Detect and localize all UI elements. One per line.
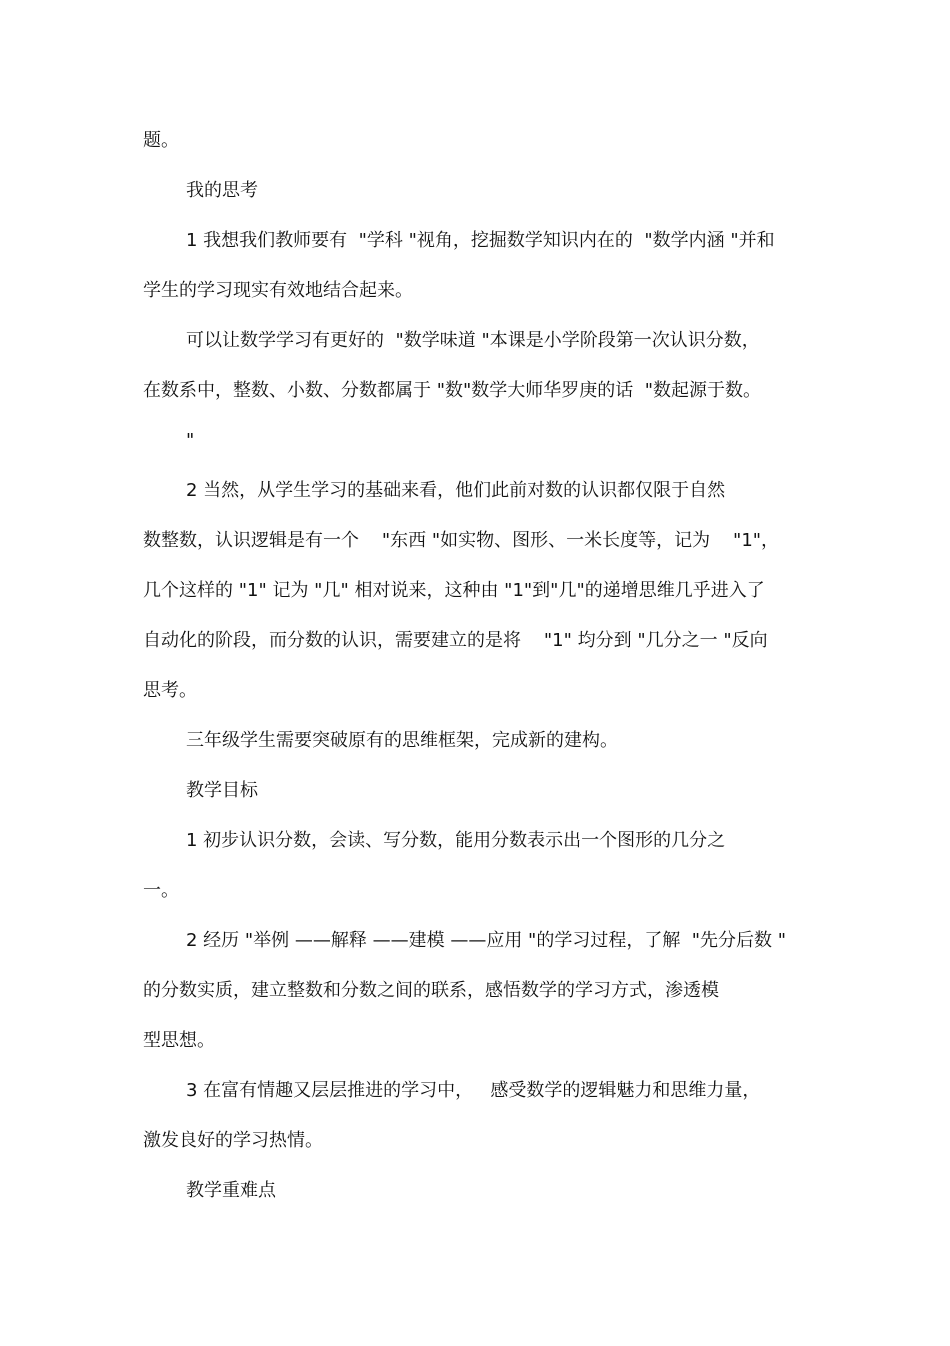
text-line: 思考。 xyxy=(143,680,197,701)
text-line: 1 我想我们教师要有 "学科 "视角，挖掘数学知识内在的 "数学内涵 "并和 xyxy=(186,230,775,251)
section-heading: 教学重难点 xyxy=(186,1180,276,1201)
text-line: 几个这样的 "1" 记为 "几" 相对说来，这种由 "1"到"几"的递增思维几乎进入了 xyxy=(143,580,765,601)
text-line: 3 在富有情趣又层层推进的学习中， 感受数学的逻辑魅力和思维力量， xyxy=(186,1080,761,1101)
section-heading: 教学目标 xyxy=(186,780,258,801)
text-line: 2 当然，从学生学习的基础来看，他们此前对数的认识都仅限于自然 xyxy=(186,480,726,501)
section-heading: 我的思考 xyxy=(186,180,258,201)
text-line: 可以让数学学习有更好的 "数学味道 "本课是小学阶段第一次认识分数， xyxy=(186,330,760,351)
text-line: 题。 xyxy=(143,130,179,151)
text-line: 在数系中，整数、小数、分数都属于 "数"数学大师华罗庚的话 "数起源于数。 xyxy=(143,380,761,401)
text-line: 学生的学习现实有效地结合起来。 xyxy=(143,280,413,301)
text-line: 型思想。 xyxy=(143,1030,215,1051)
text-line: " xyxy=(186,430,195,451)
text-line: 2 经历 "举例 ——解释 ——建模 ——应用 "的学习过程，了解 "先分后数 " xyxy=(186,930,787,951)
text-line: 自动化的阶段，而分数的认识，需要建立的是将 "1" 均分到 "几分之一 "反向 xyxy=(143,630,768,651)
text-line: 1 初步认识分数，会读、写分数，能用分数表示出一个图形的几分之 xyxy=(186,830,726,851)
text-line: 数整数，认识逻辑是有一个 "东西 "如实物、图形、一米长度等，记为 "1"， xyxy=(143,530,780,551)
text-line: 的分数实质，建立整数和分数之间的联系，感悟数学的学习方式，渗透模 xyxy=(143,980,719,1001)
text-line: 激发良好的学习热情。 xyxy=(143,1130,323,1151)
text-line: 三年级学生需要突破原有的思维框架，完成新的建构。 xyxy=(186,730,618,751)
text-line: 一。 xyxy=(143,880,179,901)
